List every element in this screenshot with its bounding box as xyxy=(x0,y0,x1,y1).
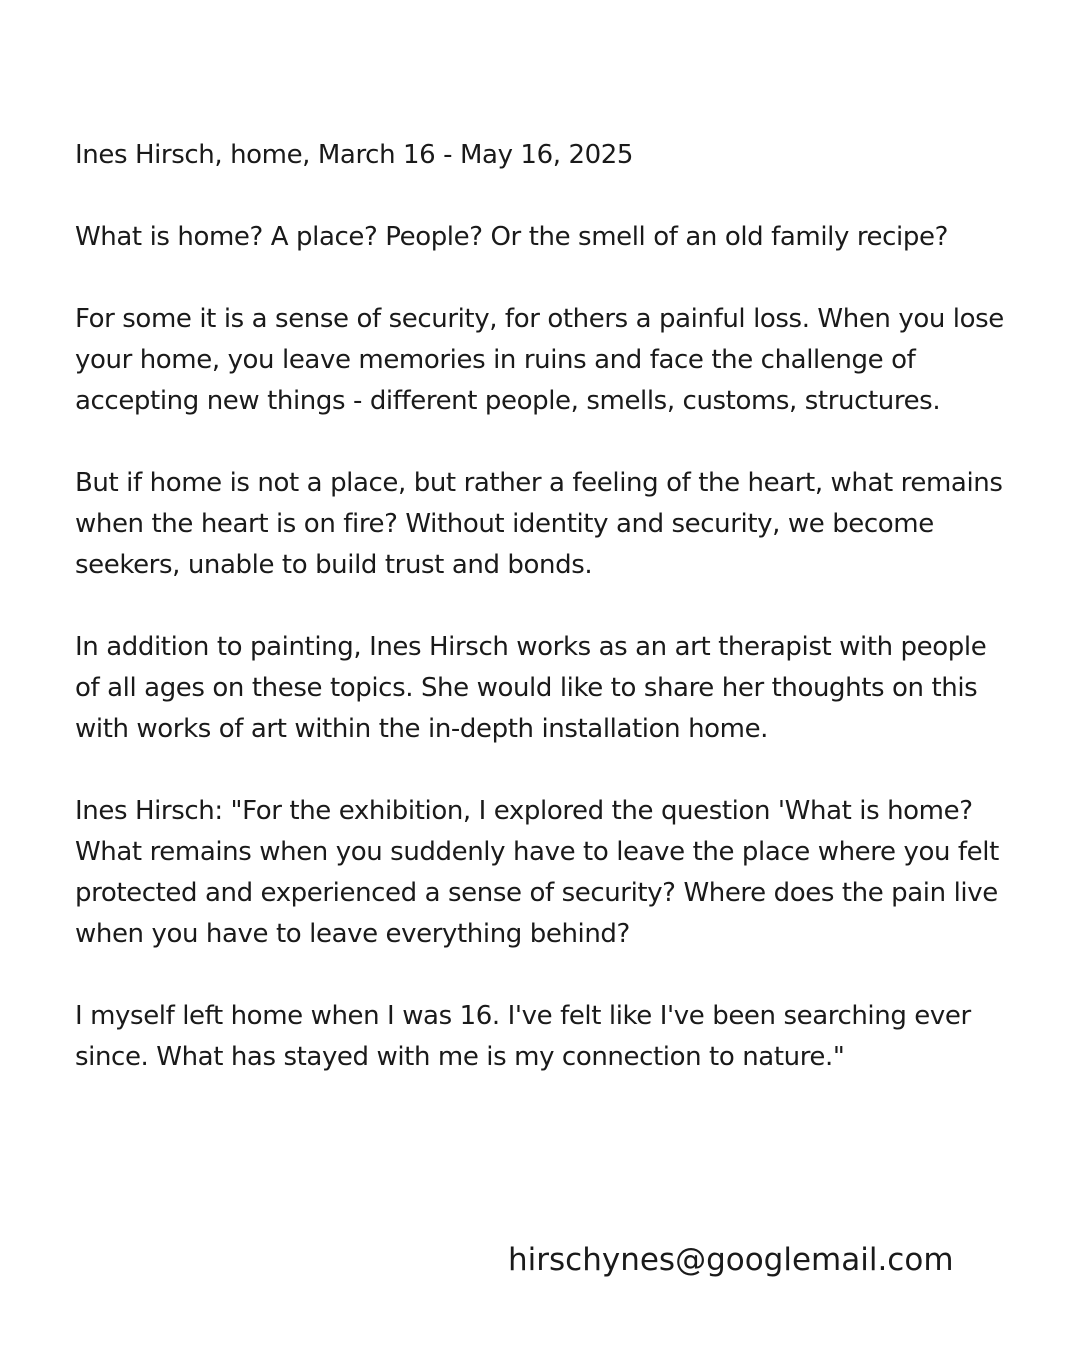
exhibition-text xyxy=(75,135,1010,1119)
contact-email-link[interactable]: hirschynes@googlemail.com xyxy=(508,1242,954,1278)
exhibition-title: Ines Hirsch, home, March 16 - May 16, 2025 xyxy=(75,140,634,170)
paragraph-heart-on-fire: But if home is not a place, but rather a feeling of the heart, what remains when the heart is on fire? Without identity and security, we become seekers, unable to build trust and bonds. xyxy=(75,468,1003,580)
paragraph-artist-quote: Ines Hirsch: "For the exhibition, I explored the question 'What is home? What remains when you suddenly have to leave the place where you felt protected and experienced a sense of security? Where does the pain live when you have to leave everything behind? xyxy=(75,796,999,949)
paragraph-security-loss: For some it is a sense of security, for others a painful loss. When you lose your home, you leave memories in ruins and face the challenge of accepting new things - different people, smells, customs, structures. xyxy=(75,304,1004,416)
paragraph-art-therapist: In addition to painting, Ines Hirsch works as an art therapist with people of all ages on these topics. She would like to share her thoughts on this with works of art within the in-depth installation home. xyxy=(75,632,987,744)
paragraph-intro-question: What is home? A place? People? Or the smell of an old family recipe? xyxy=(75,222,948,252)
paragraph-artist-quote-end: I myself left home when I was 16. I've felt like I've been searching ever since. What has stayed with me is my connection to nature." xyxy=(75,1001,971,1072)
